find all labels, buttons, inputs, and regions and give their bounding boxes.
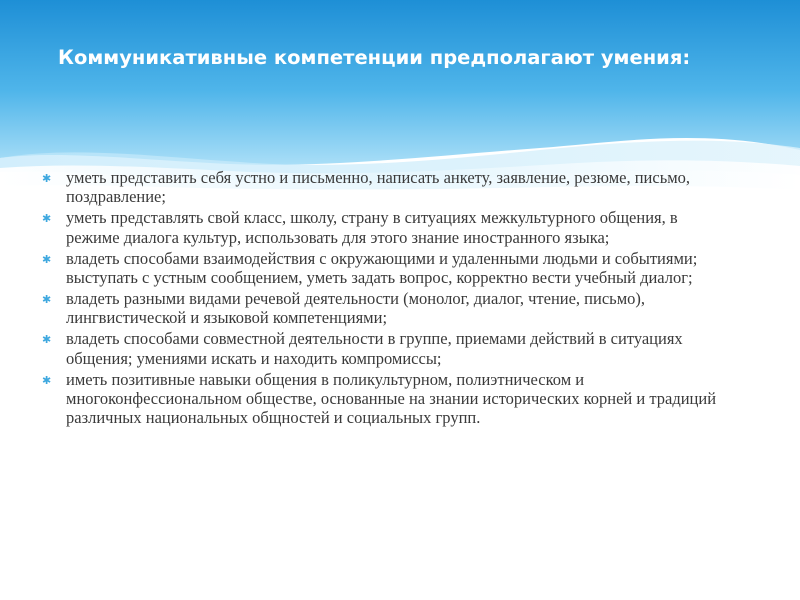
slide-title: Коммуникативные компетенции предполагают умения: <box>58 46 691 69</box>
list-item <box>40 329 730 368</box>
star-bullet-icon: ✱ <box>42 212 52 226</box>
bullet-list <box>40 168 730 429</box>
star-bullet-icon: ✱ <box>42 373 52 387</box>
star-bullet-icon: ✱ <box>42 252 52 266</box>
bullet-text: владеть способами совместной деятельности в группе, приемами действий в ситуациях общения; умениями искать и находить компромиссы; <box>66 329 683 368</box>
bullet-text: уметь представить себя устно и письменно, написать анкету, заявление, резюме, письмо, поздравление; <box>66 168 691 207</box>
list-item <box>40 208 730 247</box>
bullet-text: иметь позитивные навыки общения в поликультурном, полиэтническом и многоконфессиональном обществе, основанные на знании исторических корней и традиций различных национальных общностей и социальных групп. <box>66 369 717 428</box>
bullet-text: владеть разными видами речевой деятельности (монолог, диалог, чтение, письмо), лингвистической и языковой компетенциями; <box>66 288 646 328</box>
bullet-text: уметь представлять свой класс, школу, страну в ситуациях межкультурного общения, в режиме диалога культур, использовать для этого знание иностранного языка; <box>66 208 678 247</box>
star-bullet-icon: ✱ <box>42 172 52 185</box>
star-bullet-icon: ✱ <box>42 333 52 347</box>
list-item <box>40 370 730 428</box>
list-item <box>40 168 730 207</box>
list-item <box>40 249 730 288</box>
bullet-text: владеть способами взаимодействия с окружающими и удаленными людьми и событиями; выступать с устным сообщением, уметь задать вопрос, корректно вести учебный диалог; <box>66 248 698 288</box>
list-item <box>40 289 730 328</box>
star-bullet-icon: ✱ <box>42 292 52 306</box>
